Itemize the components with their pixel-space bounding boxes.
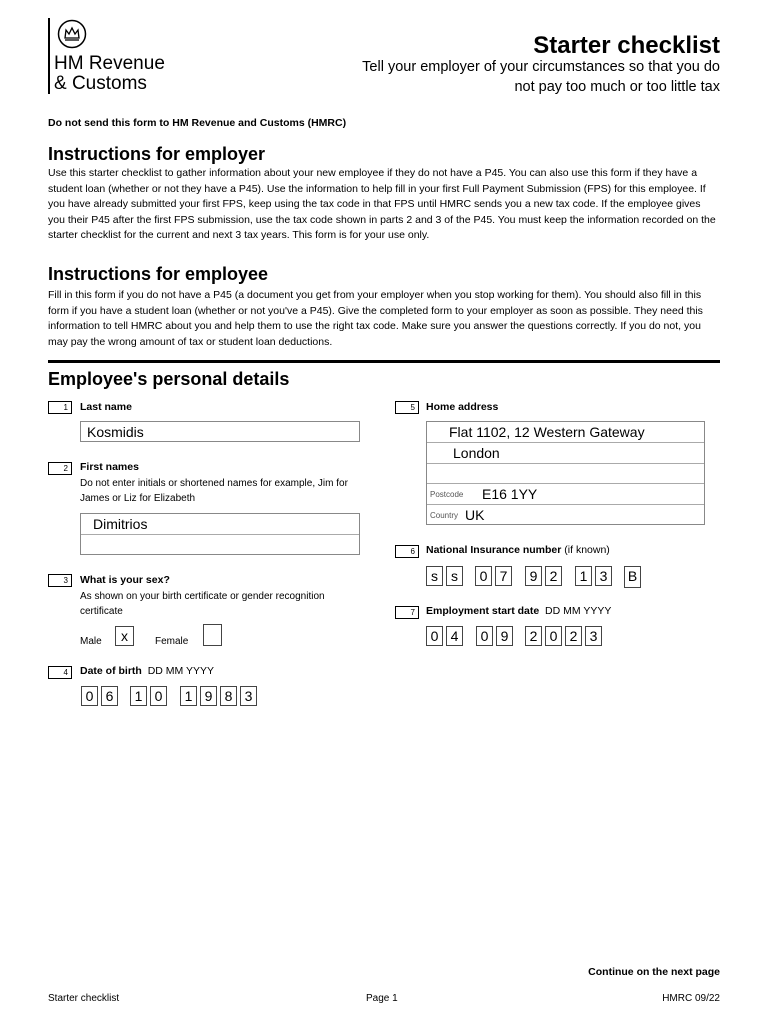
employee-instructions-text: Fill in this form if you do not have a P45 (a document you get from your employer when you stop working for them). You should also fill in this form if you have a student loan (whether or not you've a P45). Give the completed form to your employer as soon as possible. They need this information to tell HMRC about you and help them to use the right tax code. Make sure you answer the questions correctly. If you do not, you may pay the wrong amount of tax or student loan deductions. bbox=[48, 289, 703, 348]
q7-date-format: DD MM YYYY bbox=[545, 605, 612, 617]
q4-label bbox=[80, 665, 214, 677]
q7-number: 7 bbox=[395, 606, 419, 619]
start-day-1[interactable]: 0 bbox=[426, 626, 443, 646]
start-year-3[interactable]: 2 bbox=[565, 626, 582, 646]
ni-cell-8[interactable]: 3 bbox=[595, 566, 612, 586]
employer-instructions-text: Use this starter checklist to gather information about your new employee if they do not have a P45. You can also use this form if they have a student loan (whether or not they have a P45). Use the information to help fill in your first Full Payment Submission (FPS) for this employee. If you have already submitted your first FPS, keep using the tax code in that FPS until HMRC sends you a new tax code. If the employee gives you their P45 after the first FPS submission, use the tax code shown in parts 2 and 3 of the P45. You must keep the information recorded on the starter checklist for the current and next 3 tax years. This form is for your use only. bbox=[48, 167, 716, 241]
male-label: Male bbox=[80, 636, 102, 647]
q2-number: 2 bbox=[48, 462, 72, 475]
last-name-field[interactable]: Kosmidis bbox=[80, 421, 360, 442]
q3-hint: As shown on your birth certificate or gender recognition certificate bbox=[80, 591, 325, 617]
personal-details-heading: Employee's personal details bbox=[48, 369, 290, 389]
q4-date-format: DD MM YYYY bbox=[147, 665, 215, 677]
crown-crest-icon bbox=[57, 19, 87, 49]
first-names-field[interactable]: Dimitrios bbox=[81, 514, 359, 535]
start-day-2[interactable]: 4 bbox=[446, 626, 463, 646]
q6-label-text: National Insurance number bbox=[426, 544, 562, 556]
q5-number: 5 bbox=[395, 401, 419, 414]
page-title: Starter checklist bbox=[533, 32, 720, 59]
ni-cell-6[interactable]: 2 bbox=[545, 566, 562, 586]
dob-year-2[interactable]: 9 bbox=[200, 686, 217, 706]
q6-label bbox=[426, 544, 610, 556]
ni-cell-5[interactable]: 9 bbox=[525, 566, 542, 586]
q3-label: What is your sex? bbox=[80, 574, 170, 586]
logo-line-1: HM Revenue bbox=[54, 53, 165, 74]
do-not-send-warning: Do not send this form to HM Revenue and Customs (HMRC) bbox=[48, 117, 347, 129]
dob-day-2[interactable]: 6 bbox=[101, 686, 118, 706]
ni-cell-3[interactable]: 0 bbox=[475, 566, 492, 586]
male-checkbox[interactable]: x bbox=[115, 626, 134, 646]
country-label: Country bbox=[430, 511, 459, 521]
start-year-2[interactable]: 0 bbox=[545, 626, 562, 646]
employee-instructions-heading: Instructions for employee bbox=[48, 264, 269, 284]
q5-label: Home address bbox=[426, 401, 499, 413]
q4-number: 4 bbox=[48, 666, 72, 679]
q7-label-text: Employment start date bbox=[426, 605, 540, 617]
page-number: Page 1 bbox=[366, 993, 398, 1004]
q3-number: 3 bbox=[48, 574, 72, 587]
start-year-1[interactable]: 2 bbox=[525, 626, 542, 646]
footer-left: Starter checklist bbox=[48, 993, 120, 1004]
dob-year-3[interactable]: 8 bbox=[220, 686, 237, 706]
female-checkbox[interactable] bbox=[203, 624, 222, 646]
section-divider bbox=[48, 360, 720, 363]
ni-cell-1[interactable]: s bbox=[426, 566, 443, 586]
postcode-field[interactable]: E16 1YY bbox=[482, 486, 538, 503]
address-line-3[interactable] bbox=[427, 464, 704, 485]
q2-label: First names bbox=[80, 461, 139, 473]
page-subtitle: Tell your employer of your circumstances so that you do not pay too much or too little tax bbox=[362, 59, 720, 95]
dob-year-1[interactable]: 1 bbox=[180, 686, 197, 706]
dob-month-1[interactable]: 1 bbox=[130, 686, 147, 706]
q2-hint: Do not enter initials or shortened names for example, Jim for James or Liz for Elizabeth bbox=[80, 478, 348, 504]
q6-number: 6 bbox=[395, 545, 419, 558]
q1-number: 1 bbox=[48, 401, 72, 414]
q4-label-text: Date of birth bbox=[80, 665, 142, 677]
postcode-row bbox=[427, 484, 704, 505]
logo-line-2: & Customs bbox=[54, 73, 147, 94]
female-label: Female bbox=[155, 636, 189, 647]
ni-cell-4[interactable]: 7 bbox=[495, 566, 512, 586]
start-month-2[interactable]: 9 bbox=[496, 626, 513, 646]
continue-note: Continue on the next page bbox=[588, 966, 720, 978]
start-year-4[interactable]: 3 bbox=[585, 626, 602, 646]
ni-cell-9[interactable]: B bbox=[624, 566, 641, 588]
q1-label: Last name bbox=[80, 401, 132, 413]
dob-day-1[interactable]: 0 bbox=[81, 686, 98, 706]
postcode-label: Postcode bbox=[430, 490, 464, 500]
country-row bbox=[427, 505, 704, 526]
logo-bar bbox=[48, 18, 50, 94]
start-month-1[interactable]: 0 bbox=[476, 626, 493, 646]
first-names-field-2[interactable] bbox=[81, 535, 359, 555]
employer-instructions-heading: Instructions for employer bbox=[48, 144, 266, 164]
country-field[interactable]: UK bbox=[465, 507, 485, 524]
ni-cell-2[interactable]: s bbox=[446, 566, 463, 586]
ni-cell-7[interactable]: 1 bbox=[575, 566, 592, 586]
dob-year-4[interactable]: 3 bbox=[240, 686, 257, 706]
hmrc-logo-text bbox=[54, 54, 165, 94]
q7-label bbox=[426, 605, 611, 617]
address-line-1[interactable]: Flat 1102, 12 Western Gateway bbox=[427, 422, 704, 443]
q6-label-suffix: (if known) bbox=[564, 544, 610, 556]
home-address-box bbox=[426, 421, 705, 525]
first-names-box bbox=[80, 513, 360, 555]
form-version: HMRC 09/22 bbox=[662, 993, 720, 1004]
dob-month-2[interactable]: 0 bbox=[150, 686, 167, 706]
address-line-2[interactable]: London bbox=[427, 443, 704, 464]
